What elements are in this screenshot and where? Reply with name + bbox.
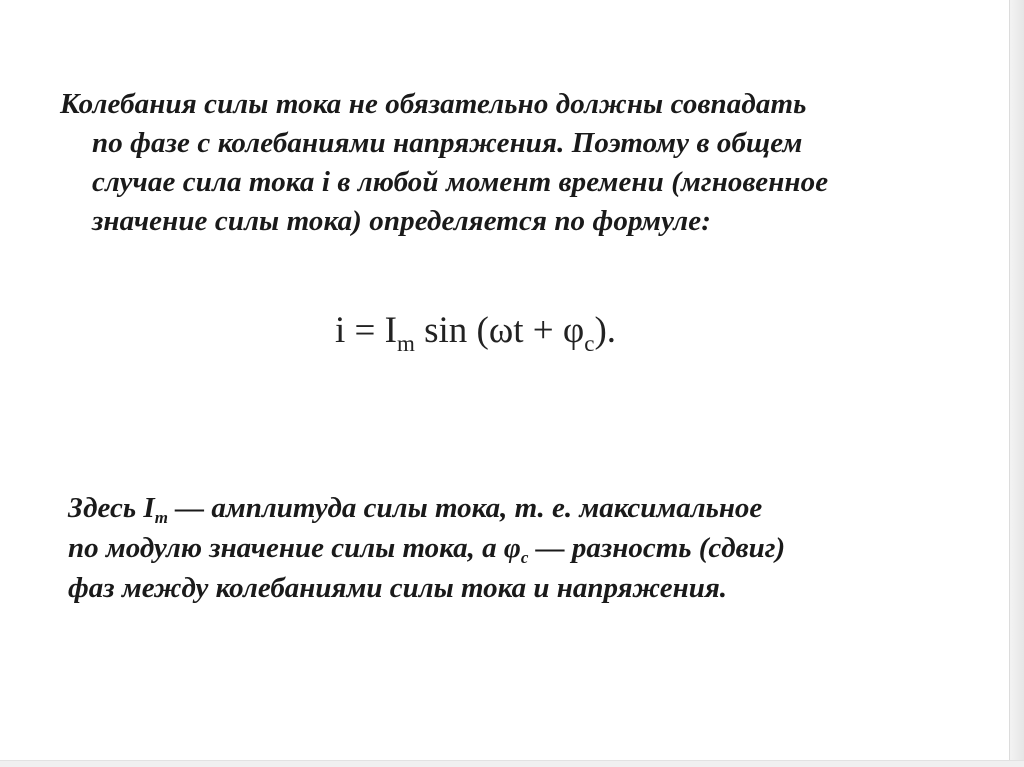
intro-line-1: Колебания силы тока не обязательно должны совпадать	[60, 88, 807, 120]
formula-suffix: ).	[594, 310, 617, 351]
explanation-line-2-after: — разность (сдвиг)	[528, 532, 786, 564]
explanation-line-1	[68, 488, 948, 528]
slide-right-edge	[1009, 0, 1024, 767]
explanation-line-2	[68, 528, 948, 568]
explanation-line-1-after: — амплитуда силы тока, т. е. максимальное	[167, 492, 763, 524]
explanation-paragraph	[68, 488, 948, 608]
explanation-subscript-c: c	[520, 548, 529, 567]
explanation-line-3: фаз между колебаниями силы тока и напряжения.	[68, 572, 728, 604]
formula-middle: sin (ωt + φ	[414, 310, 585, 351]
current-formula	[335, 307, 616, 355]
formula-subscript-c: c	[584, 331, 595, 356]
intro-line-2: по фазе с колебаниями напряжения. Поэтому в общем	[92, 127, 803, 159]
intro-line-3: случае сила тока i в любой момент времени (мгновенное	[92, 166, 829, 198]
intro-line-4: значение силы тока) определяется по формуле:	[92, 205, 711, 237]
explanation-line-1-before: Здесь I	[68, 492, 155, 524]
formula-prefix: i = I	[335, 310, 397, 351]
intro-paragraph	[60, 85, 980, 241]
slide-bottom-edge	[0, 760, 1024, 767]
explanation-line-2-before: по модулю значение силы тока, а φ	[68, 532, 521, 564]
explanation-subscript-m: m	[154, 508, 168, 527]
formula-subscript-m: m	[396, 331, 415, 356]
